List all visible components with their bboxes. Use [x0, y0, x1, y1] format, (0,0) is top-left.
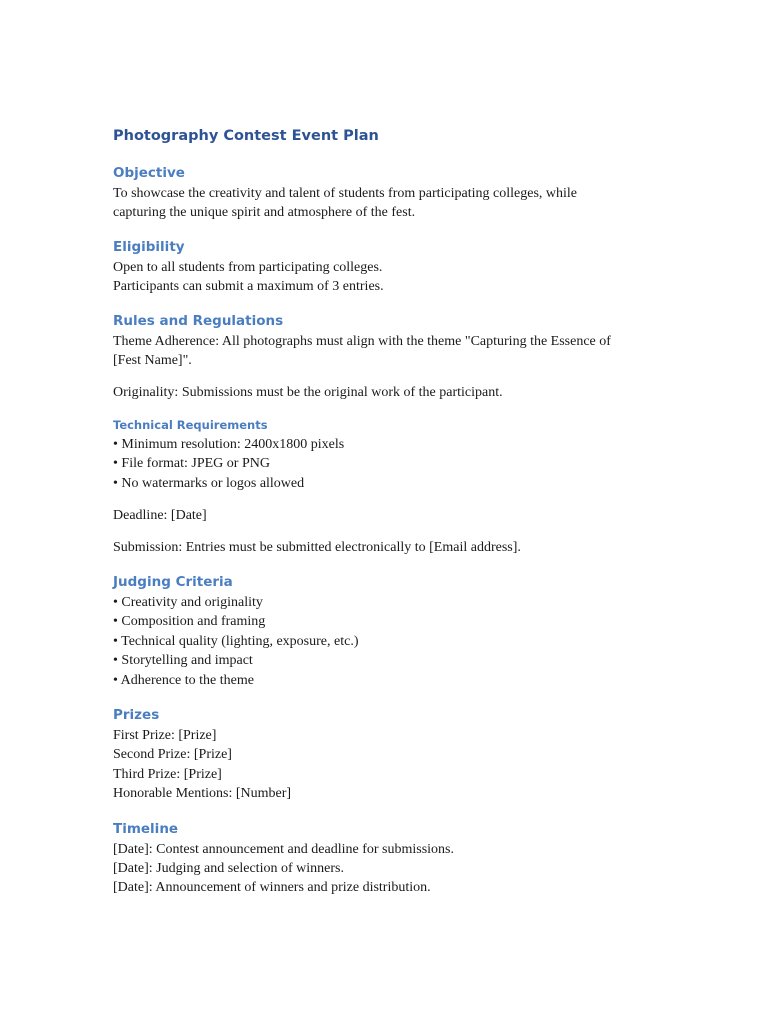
rules-heading: Rules and Regulations [113, 312, 284, 329]
objective-line: capturing the unique spirit and atmosphere of the fest. [113, 205, 416, 221]
timeline-heading: Timeline [113, 820, 179, 837]
submission-line: Submission: Entries must be submitted electronically to [Email address]. [113, 540, 521, 556]
timeline-item: [Date]: Announcement of winners and prize distribution. [113, 880, 431, 896]
objective-heading: Objective [113, 165, 185, 181]
eligibility-line: Open to all students from participating colleges. [113, 259, 383, 275]
judging-criterion: • Storytelling and impact [113, 653, 253, 669]
prize-item: Second Prize: [Prize] [113, 747, 232, 763]
judging-criteria-heading: Judging Criteria [113, 573, 233, 590]
document-title: Photography Contest Event Plan [113, 128, 379, 144]
prize-item: Honorable Mentions: [Number] [113, 786, 292, 802]
judging-criterion: • Composition and framing [113, 614, 266, 630]
technical-requirement-item: • No watermarks or logos allowed [113, 475, 305, 491]
eligibility-heading: Eligibility [113, 238, 185, 255]
document-page [113, 124, 653, 898]
originality-rule: Originality: Submissions must be the original work of the participant. [113, 385, 503, 401]
theme-adherence-line: Theme Adherence: All photographs must align with the theme "Capturing the Essence of [113, 333, 611, 349]
deadline-line: Deadline: [Date] [113, 508, 207, 524]
timeline-item: [Date]: Contest announcement and deadline for submissions. [113, 841, 454, 857]
technical-requirements-heading: Technical Requirements [113, 417, 268, 432]
judging-criterion: • Creativity and originality [113, 594, 263, 610]
prize-item: First Prize: [Prize] [113, 727, 217, 743]
theme-adherence-line: [Fest Name]". [113, 353, 192, 369]
prize-item: Third Prize: [Prize] [113, 766, 222, 782]
eligibility-line: Participants can submit a maximum of 3 entries. [113, 279, 384, 295]
judging-criterion: • Adherence to the theme [113, 672, 254, 688]
technical-requirement-item: • Minimum resolution: 2400x1800 pixels [113, 436, 345, 452]
timeline-item: [Date]: Judging and selection of winners. [113, 860, 344, 876]
technical-requirement-item: • File format: JPEG or PNG [113, 456, 270, 472]
prizes-heading: Prizes [113, 706, 160, 723]
objective-line: To showcase the creativity and talent of students from participating colleges, while [113, 186, 577, 201]
judging-criterion: • Technical quality (lighting, exposure, etc.) [113, 633, 359, 649]
